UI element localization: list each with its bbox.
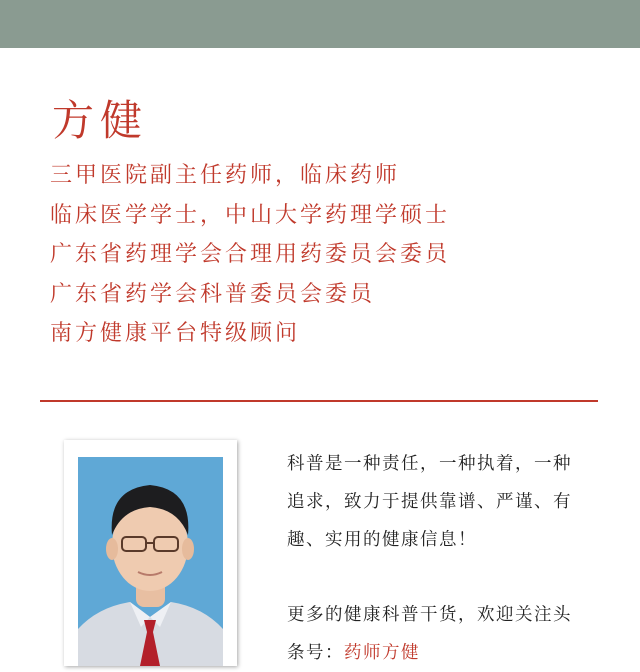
bio-line: 科普是一种责任，一种执着，一种	[287, 454, 572, 474]
bio-line	[287, 634, 607, 672]
top-banner	[0, 0, 640, 48]
paragraph-spacer	[287, 559, 607, 596]
profile-name: 方健	[52, 96, 149, 145]
portrait-photo-frame	[64, 440, 237, 666]
credential-item: 三甲医院副主任药师，临床药师	[50, 163, 401, 188]
account-label: 条号：	[287, 643, 344, 663]
bio-text	[287, 445, 607, 672]
bio-line: 追求，致力于提供靠谱、严谨、有	[287, 492, 572, 512]
bio-line: 趣、实用的健康信息！	[287, 530, 477, 550]
credential-item: 广东省药学会科普委员会委员	[50, 281, 376, 307]
credentials-list	[50, 160, 450, 358]
section-divider	[40, 400, 598, 402]
credential-item: 临床医学学士，中山大学药理学硕士	[50, 202, 451, 228]
credential-item: 广东省药理学会合理用药委员会委员	[50, 242, 451, 267]
credential-item: 南方健康平台特级顾问	[50, 321, 301, 346]
bio-line: 更多的健康科普干货，欢迎关注头	[287, 605, 572, 625]
portrait-photo	[78, 457, 223, 666]
account-name: 药师方健	[344, 643, 420, 663]
